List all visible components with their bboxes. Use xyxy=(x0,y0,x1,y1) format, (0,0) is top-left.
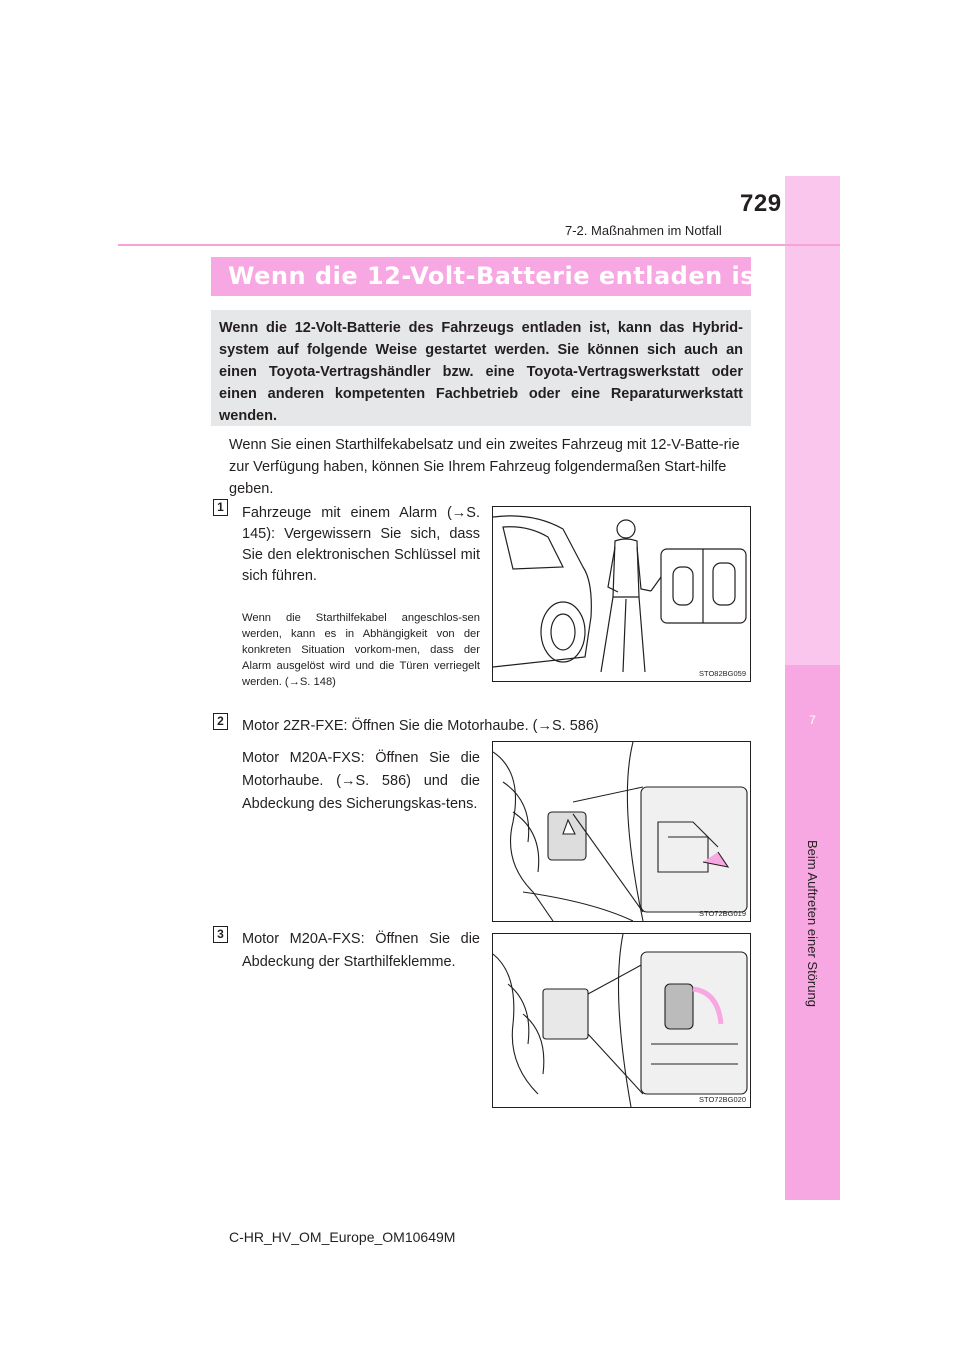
person-with-key-illustration xyxy=(493,507,750,681)
figure-code: STO72BG019 xyxy=(699,909,746,918)
chapter-title: Beim Auftreten einer Störung xyxy=(805,840,820,1007)
document-id: C-HR_HV_OM_Europe_OM10649M xyxy=(229,1229,456,1245)
step-number-1: 1 xyxy=(213,499,228,516)
step-1-text: Fahrzeuge mit einem Alarm (→S. 145): Vergewissern Sie sich, dass Sie den elektronischen Schlüssel mit sich führen. xyxy=(242,505,480,584)
section-title: Wenn die 12-Volt-Batterie entladen ist xyxy=(228,262,768,290)
figure-fuse-box-cover xyxy=(492,741,751,922)
step-3-text: Motor M20A-FXS: Öffnen Sie die Abdeckung der Starthilfeklemme. xyxy=(242,931,480,970)
step-2-text-b: Motor M20A-FXS: Öffnen Sie die Motorhaube. (→S. 586) und die Abdeckung des Sicherungskas-tens. xyxy=(242,750,480,812)
page-number: 729 xyxy=(740,190,782,217)
step-number-2: 2 xyxy=(213,713,228,730)
figure-jump-start-terminal xyxy=(492,933,751,1108)
header-divider xyxy=(118,244,840,246)
intro-text: Wenn die 12-Volt-Batterie des Fahrzeugs entladen ist, kann das Hybrid-system auf folgende Weise gestartet werden. Sie können sich auch an einen Toyota-Vertragshändler bzw. eine Toyota-Vertragswerkstatt oder einen anderen kompetenten Fachbetrieb oder eine Reparaturwerkstatt wenden. xyxy=(219,320,743,424)
step-1-note: Wenn die Starthilfekabel angeschlos-sen werden, kann es in Abhängigkeit von der konkreten Situation vorkom-men, dass der Alarm ausgelöst wird und die Türen verriegelt werden. (→S. 148) xyxy=(242,612,480,688)
figure-person-with-key xyxy=(492,506,751,682)
figure-code: STO72BG020 xyxy=(699,1095,746,1104)
lead-paragraph: Wenn Sie einen Starthilfekabelsatz und ein zweites Fahrzeug mit 12-V-Batte-rie zur Verfügung haben, können Sie Ihrem Fahrzeug folgendermaßen Start-hilfe geben. xyxy=(229,437,740,497)
breadcrumb: 7-2. Maßnahmen im Notfall xyxy=(565,223,722,238)
jump-start-terminal-illustration xyxy=(493,934,750,1107)
fuse-box-illustration xyxy=(493,742,750,921)
step-number-3: 3 xyxy=(213,926,228,943)
step-2-text: Motor 2ZR-FXE: Öffnen Sie die Motorhaube. (→S. 586) xyxy=(242,718,599,734)
figure-code: STO82BG059 xyxy=(699,669,746,678)
chapter-number: 7 xyxy=(809,713,816,727)
